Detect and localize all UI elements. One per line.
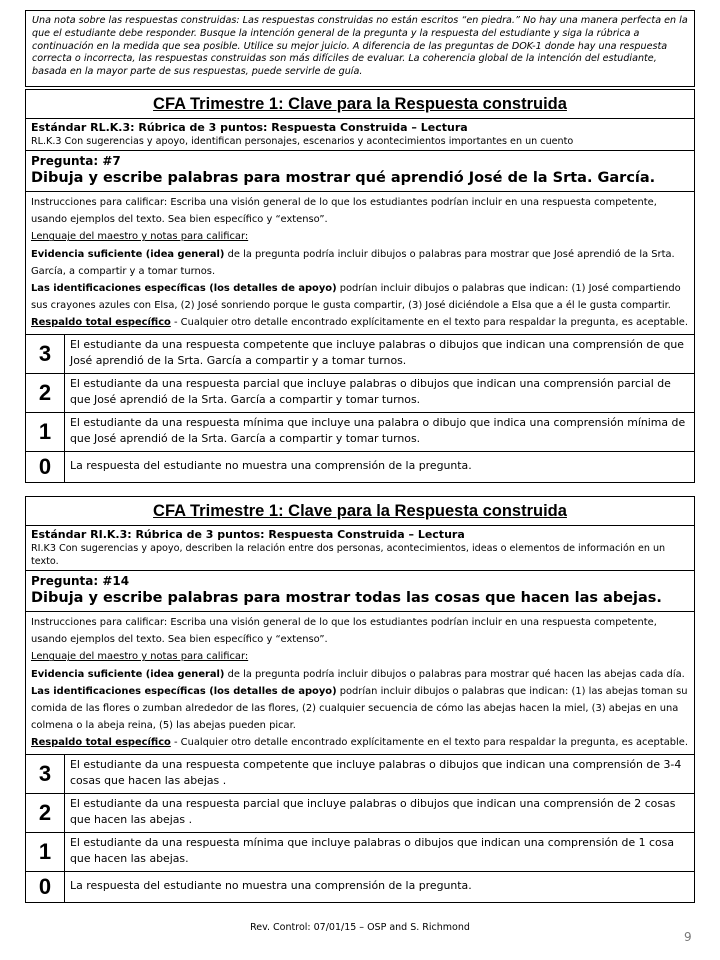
notes-heading: Lenguaje del maestro y notas para calificar:	[31, 651, 249, 663]
support-text: - Cualquier otro detalle encontrado explícitamente en el texto para respaldar la pregunta, es aceptable.	[170, 737, 688, 749]
standard-heading: Estándar RL.K.3: Rúbrica de 3 puntos: Respuesta Construida – Lectura	[31, 121, 468, 134]
score-row-0	[26, 872, 694, 902]
score-description: El estudiante da una respuesta mínima que incluye una palabra o dibujo que indica una comprensión mínima de que José aprendió de la Srta. García a compartir y tomar turnos.	[70, 415, 686, 446]
revision-footer: Rev. Control: 07/01/15 – OSP and S. Richmond	[250, 922, 470, 933]
guidance-note: Una nota sobre las respuestas construidas: Las respuestas construidas no están escritos “en piedra.” No hay una manera perfecta en la que el estudiante debe responder. Busque la intención general de la pregunta y la respuesta del estudiante y siga la rúbrica a continuación en la medida que sea posible. Utilice su mejor juicio. A diferencia de las preguntas de DOK-1 donde hay una respuesta correcta o incorrecta, las respuestas construidas son más difíciles de evaluar. La coherencia global de la intención del estudiante, basada en la mayor parte de sus respuestas, puede servirle de guía.	[25, 10, 695, 87]
score-description: El estudiante da una respuesta mínima que incluye palabras o dibujos que indican una comprensión de 1 cosa que hacen las abejas.	[70, 835, 674, 866]
evidence-paragraph	[31, 246, 689, 280]
specific-label: Las identificaciones específicas (los detalles de apoyo)	[31, 283, 337, 295]
notes-heading: Lenguaje del maestro y notas para calificar:	[31, 231, 249, 243]
scoring-instructions	[26, 612, 694, 755]
score-table	[26, 335, 694, 482]
standard-block	[26, 526, 694, 571]
rubric-section-14	[25, 496, 695, 903]
support-label: Respaldo total específico	[31, 317, 171, 329]
instructions-text: Instrucciones para calificar: Escriba una visión general de lo que los estudiantes podrían incluir en una respuesta competente, usando ejemplos del texto. Sea bien específico y “extenso”.	[31, 197, 657, 226]
support-paragraph	[31, 734, 689, 751]
scoring-instructions	[26, 192, 694, 335]
page-number: 9	[684, 930, 692, 944]
support-paragraph	[31, 314, 689, 331]
evidence-label: Evidencia suficiente (idea general)	[31, 248, 225, 260]
score-description: El estudiante da una respuesta competente que incluye palabras o dibujos que indican una comprensión de que José aprendió de la Srta. García a compartir y a tomar turnos.	[70, 337, 684, 368]
score-value: 3	[26, 335, 65, 373]
question-block	[26, 151, 694, 192]
section-title: CFA Trimestre 1: Clave para la Respuesta construida	[26, 497, 694, 526]
specific-label: Las identificaciones específicas (los detalles de apoyo)	[31, 685, 337, 697]
score-row-3	[26, 755, 694, 794]
score-row-2	[26, 794, 694, 833]
standard-text: RL.K.3 Con sugerencias y apoyo, identifican personajes, escenarios y acontecimientos importantes en un cuento	[31, 136, 574, 147]
question-number: Pregunta: #14	[31, 574, 130, 588]
score-row-0	[26, 452, 694, 482]
evidence-label: Evidencia suficiente (idea general)	[31, 668, 225, 680]
score-description: El estudiante da una respuesta parcial que incluye palabras o dibujos que indican una comprensión parcial de que José aprendió de la Srta. García a compartir y tomar turnos.	[70, 376, 671, 407]
evidence-text: de la pregunta podría incluir dibujos o palabras para mostrar que José aprendió de la Srta. García, a compartir y a tomar turnos.	[31, 248, 675, 277]
specific-text: podrían incluir dibujos o palabras que indican: (1) José compartiendo sus crayones azules con Elsa, (2) José sonriendo porque le gusta compartir, (3) José diciéndole a Elsa que a él le gusta compartir.	[31, 283, 681, 312]
standard-text: RI.K3 Con sugerencias y apoyo, describen la relación entre dos personas, acontecimientos, ideas o elementos de información en un texto.	[31, 543, 666, 567]
score-row-1	[26, 413, 694, 452]
question-number: Pregunta: #7	[31, 154, 121, 168]
evidence-text: de la pregunta podría incluir dibujos o palabras para mostrar qué hacen las abejas cada día.	[224, 668, 685, 680]
specific-paragraph	[31, 683, 689, 735]
score-value: 2	[26, 794, 65, 832]
evidence-paragraph	[31, 666, 689, 683]
score-row-1	[26, 833, 694, 872]
score-value: 1	[26, 833, 65, 871]
score-value: 0	[26, 872, 65, 902]
score-value: 2	[26, 374, 65, 412]
question-block	[26, 571, 694, 612]
specific-text: podrían incluir dibujos o palabras que indican: (1) las abejas toman su comida de las flores o zumban alrededor de las flores, (2) cualquier secuencia de cómo las abejas hacen la miel, (3) abejas en una colmena o la abeja reina, (5) las abejas pueden picar.	[31, 685, 688, 732]
question-text: Dibuja y escribe palabras para mostrar todas las cosas que hacen las abejas.	[31, 590, 662, 606]
standard-heading: Estándar RI.K.3: Rúbrica de 3 puntos: Respuesta Construida – Lectura	[31, 528, 465, 541]
score-description: El estudiante da una respuesta competente que incluye palabras o dibujos que indican una comprensión de 3-4 cosas que hacen las abejas .	[70, 757, 682, 788]
standard-block	[26, 119, 694, 151]
rubric-section-7	[25, 89, 695, 483]
specific-paragraph	[31, 280, 689, 314]
score-row-3	[26, 335, 694, 374]
score-description: La respuesta del estudiante no muestra una comprensión de la pregunta.	[70, 879, 472, 893]
score-value: 0	[26, 452, 65, 482]
support-text: - Cualquier otro detalle encontrado explícitamente en el texto para respaldar la pregunta, es aceptable.	[170, 317, 688, 329]
score-description: El estudiante da una respuesta parcial que incluye palabras o dibujos que indican una comprensión de 2 cosas que hacen las abejas .	[70, 796, 676, 827]
question-text: Dibuja y escribe palabras para mostrar qué aprendió José de la Srta. García.	[31, 170, 656, 186]
section-title: CFA Trimestre 1: Clave para la Respuesta construida	[26, 90, 694, 119]
score-value: 3	[26, 755, 65, 793]
score-description: La respuesta del estudiante no muestra una comprensión de la pregunta.	[70, 459, 472, 473]
support-label: Respaldo total específico	[31, 737, 171, 749]
score-value: 1	[26, 413, 65, 451]
score-row-2	[26, 374, 694, 413]
instructions-text: Instrucciones para calificar: Escriba una visión general de lo que los estudiantes podrían incluir en una respuesta competente, usando ejemplos del texto. Sea bien específico y “extenso”.	[31, 617, 657, 646]
score-table	[26, 755, 694, 902]
